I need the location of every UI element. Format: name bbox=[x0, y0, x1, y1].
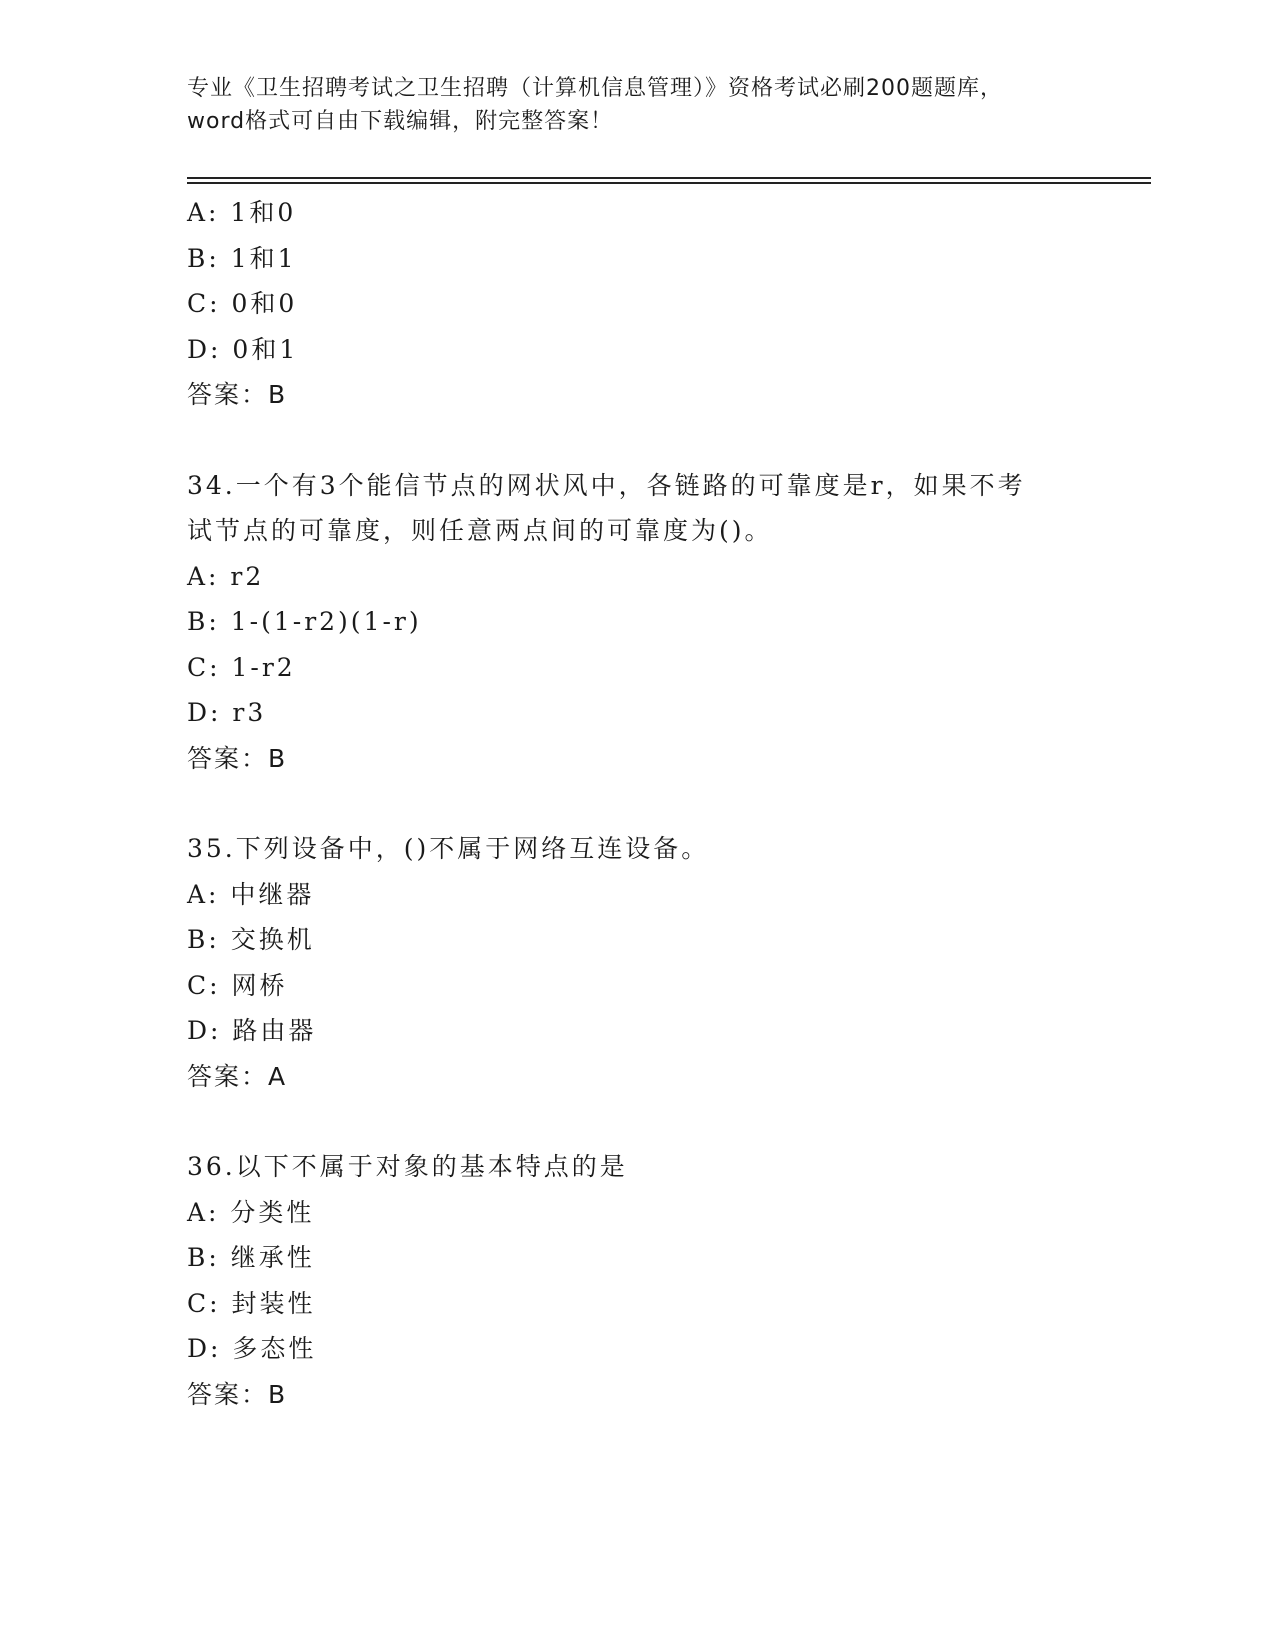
option-d: D: r3 bbox=[187, 698, 267, 727]
question-stem: 35.下列设备中，()不属于网络互连设备。 bbox=[187, 834, 710, 863]
header-divider-top bbox=[187, 177, 1151, 179]
option-a: A: 1和0 bbox=[187, 198, 297, 227]
option-a: A: 中继器 bbox=[187, 879, 315, 909]
option-b: B: 继承性 bbox=[187, 1243, 315, 1272]
question-stem-continued: 试节点的可靠度，则任意两点间的可靠度为()。 bbox=[187, 516, 773, 545]
answer-label: 答案：B bbox=[187, 380, 288, 409]
question-34 bbox=[187, 463, 1151, 782]
answer-label: 答案：B bbox=[187, 1379, 288, 1409]
document-header bbox=[187, 72, 1087, 138]
question-stem: 36.以下不属于对象的基本特点的是 bbox=[187, 1152, 628, 1181]
question-stem: 34.一个有3个能信节点的网状风中，各链路的可靠度是r，如果不考 bbox=[187, 470, 1026, 500]
option-c: C: 封装性 bbox=[187, 1288, 316, 1318]
header-line-2: word格式可自由下载编辑，附完整答案！ bbox=[187, 109, 614, 134]
header-divider-bottom bbox=[187, 182, 1151, 184]
question-33 bbox=[187, 190, 1151, 418]
header-line-1: 专业《卫生招聘考试之卫生招聘（计算机信息管理）》资格考试必刷200题题库， bbox=[187, 76, 1003, 101]
question-spacer bbox=[187, 418, 1151, 463]
answer-label: 答案：B bbox=[187, 743, 288, 773]
question-spacer bbox=[187, 1099, 1151, 1144]
option-a: A: 分类性 bbox=[187, 1197, 315, 1227]
question-spacer bbox=[187, 781, 1151, 826]
option-d: D: 路由器 bbox=[187, 1016, 317, 1045]
option-b: B: 1和1 bbox=[187, 243, 297, 273]
option-d: D: 0和1 bbox=[187, 334, 299, 364]
option-c: C: 网桥 bbox=[187, 970, 288, 1000]
question-35 bbox=[187, 826, 1151, 1099]
question-36 bbox=[187, 1144, 1151, 1417]
option-c: C: 0和0 bbox=[187, 289, 298, 318]
option-c: C: 1-r2 bbox=[187, 652, 296, 682]
option-a: A: r2 bbox=[187, 561, 265, 591]
option-d: D: 多态性 bbox=[187, 1334, 317, 1363]
question-list bbox=[187, 190, 1151, 1417]
option-b: B: 交换机 bbox=[187, 925, 315, 954]
option-b: B: 1-(1-r2)(1-r) bbox=[187, 607, 422, 636]
answer-label: 答案：A bbox=[187, 1061, 288, 1091]
